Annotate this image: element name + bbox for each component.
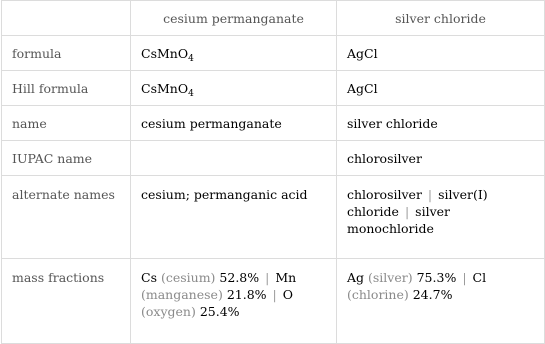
corner-header [2,1,131,36]
row-label-name: name [2,106,131,141]
table-row-iupac-name [2,141,545,176]
element-symbol: Mn [275,270,297,285]
formula-base: CsMnO [141,45,189,61]
cell-formula-cesium-permanganate [131,36,337,71]
element-symbol: Ag [347,270,365,285]
element-symbol: Cl [472,270,487,285]
element-name: (silver) [368,270,413,285]
cell-mass-fractions-silver-chloride [337,259,545,344]
mass-percent: 75.3% [416,270,457,285]
element-symbol: O [282,287,293,302]
column-header-cesium-permanganate: cesium permanganate [131,1,337,36]
table-row-name [2,106,545,141]
mass-percent: 52.8% [219,270,260,285]
separator: | [265,270,270,285]
row-label-formula: formula [2,36,131,71]
formula-base: CsMnO [141,80,189,96]
cell-name-silver-chloride: silver chloride [337,106,545,141]
mass-percent: 24.7% [412,287,453,302]
alternate-name: chlorosilver [347,187,422,202]
cell-iupac-name-silver-chloride: chlorosilver [337,141,545,176]
separator: | [427,187,433,202]
separator: | [462,270,467,285]
cell-hill-formula-silver-chloride: AgCl [337,71,545,106]
cell-hill-formula-cesium-permanganate [131,71,337,106]
column-header-silver-chloride: silver chloride [337,1,545,36]
element-symbol: Cs [141,270,157,285]
cell-alternate-names-cesium-permanganate [131,176,337,259]
comparison-table [1,0,545,344]
formula-subscript: 4 [188,53,194,64]
header-row [2,1,545,36]
table-row-hill-formula [2,71,545,106]
alternate-name: cesium; permanganic acid [141,187,308,202]
cell-name-cesium-permanganate: cesium permanganate [131,106,337,141]
element-name: (manganese) [141,287,223,302]
row-label-alternate-names: alternate names [2,176,131,259]
cell-formula-silver-chloride: AgCl [337,36,545,71]
table-row-formula [2,36,545,71]
row-label-mass-fractions: mass fractions [2,259,131,344]
separator: | [404,204,410,219]
separator: | [272,287,277,302]
element-name: (oxygen) [141,304,196,319]
row-label-iupac-name: IUPAC name [2,141,131,176]
element-name: (cesium) [160,270,216,285]
alternate-name: silver monochloride [347,204,451,236]
element-name: (chlorine) [347,287,409,302]
cell-alternate-names-silver-chloride [337,176,545,259]
cell-mass-fractions-cesium-permanganate [131,259,337,344]
row-label-hill-formula: Hill formula [2,71,131,106]
table-row-mass-fractions [2,259,545,344]
mass-percent: 25.4% [199,304,240,319]
alternate-name: silver(I) chloride [347,187,488,219]
mass-percent: 21.8% [226,287,267,302]
table-row-alternate-names [2,176,545,259]
formula-subscript: 4 [188,88,194,99]
cell-iupac-name-cesium-permanganate [131,141,337,176]
